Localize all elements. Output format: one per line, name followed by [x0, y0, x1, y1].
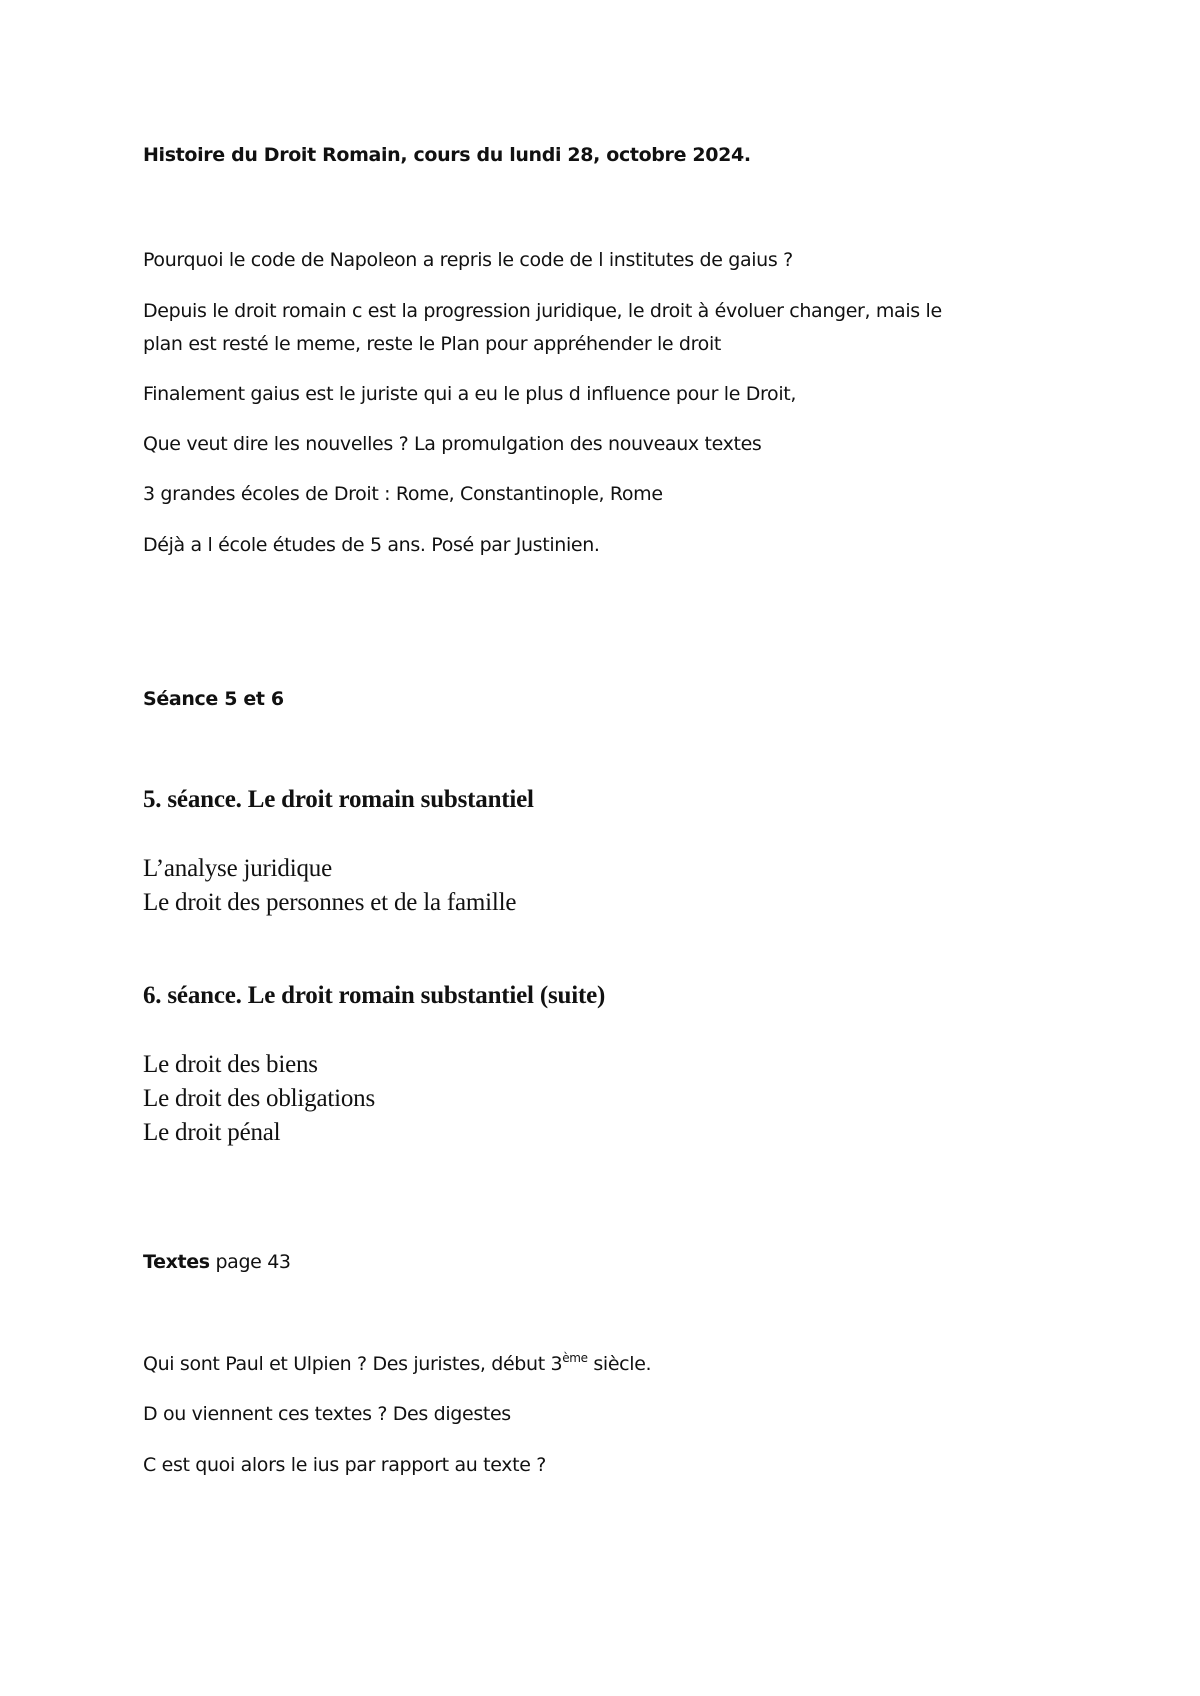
note-line-etudes: Déjà a l école études de 5 ans. Posé par Justinien.: [143, 534, 600, 556]
seance6-item: Le droit des obligations: [143, 1085, 375, 1112]
question-digestes: D ou viennent ces textes ? Des digestes: [143, 1403, 511, 1425]
seance5-list: [143, 852, 516, 920]
note-line-gaius: Finalement gaius est le juriste qui a eu le plus d influence pour le Droit,: [143, 383, 797, 405]
question-paul-ulpien-end: siècle.: [587, 1353, 652, 1375]
seance5-heading: 5. séance. Le droit romain substantiel: [143, 786, 534, 813]
textes-label: Textes: [143, 1251, 210, 1273]
seance5-item: L’analyse juridique: [143, 855, 332, 882]
seance6-heading: 6. séance. Le droit romain substantiel (suite): [143, 982, 606, 1009]
superscript-eme: ème: [562, 1351, 588, 1365]
note-line-progression-2: plan est resté le meme, reste le Plan pour appréhender le droit: [143, 333, 721, 355]
question-paul-ulpien-text: Qui sont Paul et Ulpien ? Des juristes, début 3: [143, 1353, 563, 1375]
document-title: Histoire du Droit Romain, cours du lundi 28, octobre 2024.: [143, 144, 751, 166]
note-line-nouvelles: Que veut dire les nouvelles ? La promulgation des nouveaux textes: [143, 433, 762, 455]
seance5-item: Le droit des personnes et de la famille: [143, 889, 517, 916]
seance6-list: [143, 1048, 375, 1150]
textes-page: page 43: [209, 1251, 291, 1273]
seance-label: Séance 5 et 6: [143, 688, 284, 710]
seance6-item: Le droit pénal: [143, 1119, 281, 1146]
question-paul-ulpien: [143, 1353, 651, 1375]
question-ius: C est quoi alors le ius par rapport au texte ?: [143, 1454, 546, 1476]
note-line-progression-1: Depuis le droit romain c est la progression juridique, le droit à évoluer changer, mais le: [143, 300, 942, 322]
note-paragraph-progression: [143, 295, 942, 361]
note-line-napoleon: Pourquoi le code de Napoleon a repris le code de l institutes de gaius ?: [143, 249, 793, 271]
note-line-ecoles: 3 grandes écoles de Droit : Rome, Constantinople, Rome: [143, 483, 663, 505]
seance6-item: Le droit des biens: [143, 1051, 318, 1078]
textes-reference: [143, 1251, 291, 1273]
